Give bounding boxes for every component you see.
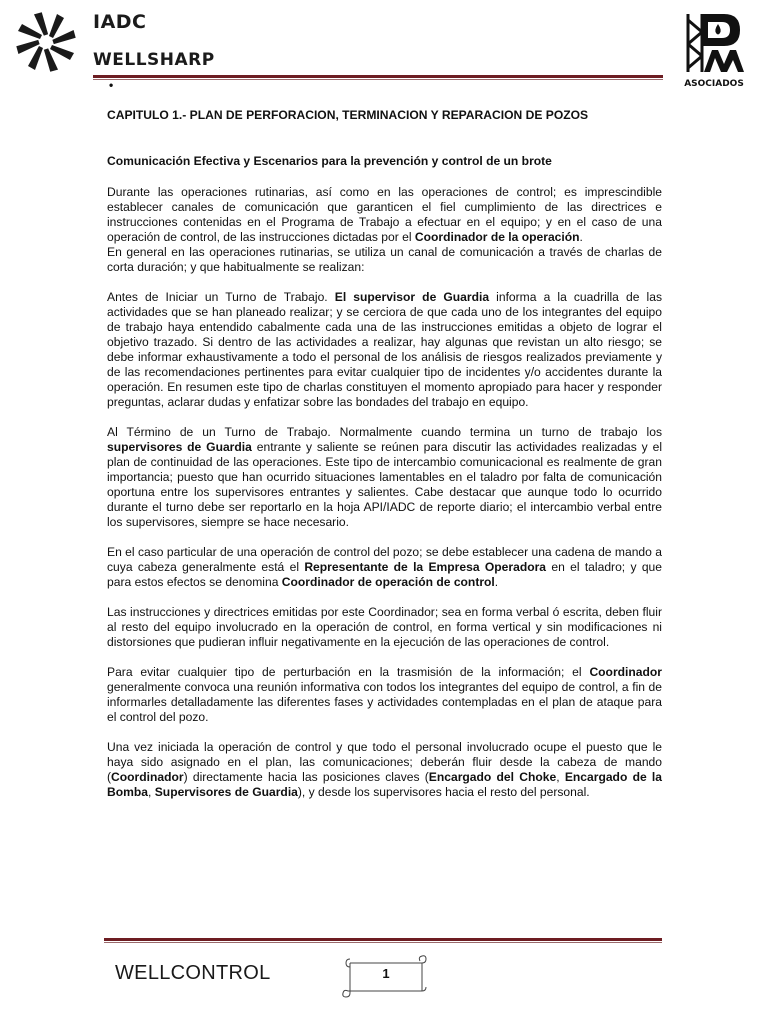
paragraph-7 <box>107 740 662 800</box>
p7-sep-2: , <box>148 785 155 799</box>
header-rule <box>93 75 663 78</box>
p2-rest: informa a la cuadrilla de las actividades que se han planeado realizar; y se cerciora de que cada uno de los integrantes del equipo de trabajo haya entendido cabalmente cada una de las instrucciones emitidas a objeto de lograr el objetivo trazado. Si dentro de las actividades a realizar, hay algunas que revistan un alto riesgo; se debe informar exhaustivamente a todo el personal de los análisis de riesgos realizados previamente y de las recomendaciones pertinentes para evitar cualquier tipo de incidentes y/o accidentes durante la operación. En resumen este tipo de charlas constituyen el momento apropiado para hacer y responder preguntas, aclarar dudas y enfatizar sobre las bondades del trabajo en equipo. <box>107 290 662 409</box>
p2-text: Antes de Iniciar un Turno de Trabajo. <box>107 290 335 304</box>
p4-mid: en el taladro; y que para estos efectos se denomina <box>107 560 663 589</box>
p4-end: . <box>494 575 499 589</box>
paragraph-1 <box>107 185 662 245</box>
page-number: 1 <box>382 966 390 981</box>
org-name-wellsharp: WELLSHARP <box>93 50 215 70</box>
p4-bold-2: Coordinador de operación de control <box>281 575 495 589</box>
p6-text: Para evitar cualquier tipo de perturbación en la trasmisión de la información; el <box>107 665 590 679</box>
header-bullet: • <box>109 78 114 92</box>
paragraph-2 <box>107 290 662 410</box>
chapter-title: CAPITULO 1.- PLAN DE PERFORACION, TERMINACION Y REPARACION DE POZOS <box>107 108 589 122</box>
p7-bold-3: Encargado de la Bomba <box>107 770 663 799</box>
p7-sep-1: , <box>556 770 565 784</box>
section-subtitle: Comunicación Efectiva y Escenarios para la prevención y control de un brote <box>107 154 552 168</box>
paragraph-1b: En general en las operaciones rutinarias, se utiliza un canal de comunicación a través de charlas de corta duración; y que habitualmente se realizan: <box>107 245 662 274</box>
p2-bold: El supervisor de Guardia <box>334 290 490 304</box>
p6-bold: Coordinador <box>589 665 662 679</box>
p7-end: ), y desde los supervisores hacia el resto del personal. <box>297 785 590 799</box>
paragraph-5: Las instrucciones y directrices emitidas por este Coordinador; sea en forma verbal ó escrita, deben fluir al resto del equipo involucrado en la operación de control, en forma vertical y sin modificaciones ni distorsiones que pudieran influir negativamente en la ejecución de las operaciones de control. <box>107 605 662 649</box>
pva-logo-label: ASOCIADOS <box>684 79 744 89</box>
p3-bold: supervisores de Guardia <box>107 440 252 454</box>
footer-rule-thin <box>104 942 662 943</box>
footer-rule <box>104 938 662 941</box>
footer-label: WELLCONTROL <box>115 962 271 984</box>
pva-logo-icon <box>678 6 750 90</box>
p1-text: Durante las operaciones rutinarias, así como en las operaciones de control; es imprescindible establecer canales de comunicación que garanticen el fiel cumplimiento de las directrices e instrucciones contenidas en el Programa de Trabajo a efectuar en el equipo; y en el caso de una operación de control, de las instrucciones dictadas por el <box>107 185 662 244</box>
p6-rest: generalmente convoca una reunión informativa con todos los integrantes del equipo de control, a fin de informarles detalladamente las diferentes fases y actividades contempladas en el plan de ataque para el control del pozo. <box>107 680 662 724</box>
p3-rest: entrante y saliente se reúnen para discutir las actividades realizadas y el plan de continuidad de las operaciones. Este tipo de intercambio comunicacional es realmente de gran importancia; puesto que han ocurrido situaciones lamentables en el taladro por falta de comunicación oportuna entre los supervisores entrantes y salientes. Cabe destacar que aunque todo lo ocurrido durante el turno debe ser reportarlo en la hoja API/IADC de reporte diario; el intercambio verbal entre los supervisores, siempre se hace necesario. <box>107 440 663 529</box>
p7-text: Una vez iniciada la operación de control y que todo el personal involucrado ocupe el puesto que le haya sido asignado en el plan, las comunicaciones; deberán fluir desde la cabeza de mando ( <box>107 740 662 784</box>
paragraph-3 <box>107 425 662 530</box>
p4-bold-1: Representante de la Empresa Operadora <box>304 560 547 574</box>
p7-bold-4: Supervisores de Guardia <box>154 785 298 799</box>
p7-mid-1: ) directamente hacia las posiciones claves ( <box>183 770 429 784</box>
iadc-logo-icon <box>14 10 78 74</box>
p7-bold-2: Encargado del Choke <box>428 770 557 784</box>
paragraph-6 <box>107 665 662 725</box>
document-body <box>107 108 662 815</box>
header-rule-thin <box>93 79 663 80</box>
p7-bold-1: Coordinador <box>111 770 184 784</box>
p1-end: . <box>579 230 583 244</box>
p1-bold: Coordinador de la operación <box>414 230 580 244</box>
paragraph-4 <box>107 545 662 590</box>
org-name-iadc: IADC <box>93 11 147 33</box>
p4-text: En el caso particular de una operación de control del pozo; se debe establecer una cadena de mando a cuya cabeza generalmente está el <box>107 545 662 574</box>
p3-text: Al Término de un Turno de Trabajo. Normalmente cuando termina un turno de trabajo los <box>107 425 662 439</box>
